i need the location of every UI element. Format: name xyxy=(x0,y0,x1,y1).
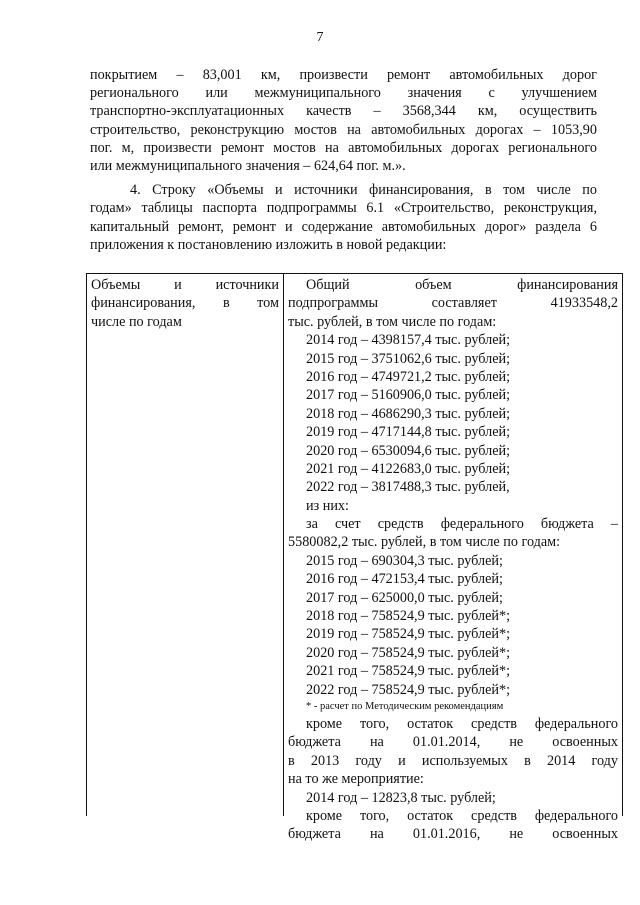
paragraph2-line: годам» таблицы паспорта подпрограммы 6.1 «Строительство, реконструкция, xyxy=(90,200,597,217)
body-text xyxy=(90,66,597,254)
intro-line: подпрограммы составляет 41933548,2 xyxy=(288,295,618,312)
year-total-line: 2015 год – 3751062,6 тыс. рублей; xyxy=(306,350,511,367)
table-row xyxy=(87,274,623,817)
year-federal-line: 2016 год – 472153,4 тыс. рублей; xyxy=(306,571,503,588)
year-total-line: 2020 год – 6530094,6 тыс. рублей; xyxy=(306,442,511,459)
footnote: * - расчет по Методическим рекомендациям xyxy=(306,700,504,712)
paragraph1-line: строительство, реконструкцию мостов на автомобильных дорогах – 1053,90 xyxy=(90,121,597,138)
year-federal-line: 2022 год – 758524,9 тыс. рублей*; xyxy=(306,681,511,698)
remainder2-line: кроме того, остаток средств федерального xyxy=(306,807,618,824)
right-cell xyxy=(284,274,623,843)
remainder1-line: на то же мероприятие: xyxy=(288,771,424,788)
remainder1-line: кроме того, остаток средств федерального xyxy=(306,715,618,732)
remainder2-line: бюджета на 01.01.2016, не освоенных xyxy=(288,826,618,843)
year-total-line: 2021 год – 4122683,0 тыс. рублей; xyxy=(306,460,511,477)
year-total-line: 2022 год – 3817488,3 тыс. рублей, xyxy=(306,479,510,496)
left-cell-line: Объемы и источники xyxy=(91,277,279,293)
paragraph1-line: пог. м, произвести ремонт мостов на автомобильных дорогах регионального xyxy=(90,139,597,156)
year-total-line: 2016 год – 4749721,2 тыс. рублей; xyxy=(306,368,511,385)
paragraph2-line: капитальный ремонт, ремонт и содержание автомобильных дорог» раздела 6 xyxy=(90,218,597,235)
of-which-line: из них: xyxy=(306,497,349,514)
year-federal-line: 2021 год – 758524,9 тыс. рублей*; xyxy=(306,663,511,680)
left-cell-line: финансирования, в том xyxy=(91,295,279,312)
remainder1-year-line: 2014 год – 12823,8 тыс. рублей; xyxy=(306,789,496,806)
page-number: 7 xyxy=(316,30,324,45)
paragraph2-line: 4. Строку «Объемы и источники финансирования, в том числе по xyxy=(130,182,597,199)
year-federal-line: 2017 год – 625000,0 тыс. рублей; xyxy=(306,589,503,606)
year-federal-line: 2018 год – 758524,9 тыс. рублей*; xyxy=(306,608,511,625)
paragraph1-line: регионального или межмуниципального значения с улучшением xyxy=(90,85,597,102)
intro-line: Общий объем финансирования xyxy=(306,277,618,293)
paragraph1-line: или межмуниципального значения – 624,64 пог. м.». xyxy=(90,157,406,174)
remainder1-line: бюджета на 01.01.2014, не освоенных xyxy=(288,734,618,751)
year-total-line: 2014 год – 4398157,4 тыс. рублей; xyxy=(306,332,511,349)
year-total-line: 2019 год – 4717144,8 тыс. рублей; xyxy=(306,424,511,441)
year-federal-line: 2015 год – 690304,3 тыс. рублей; xyxy=(306,552,503,569)
paragraph1-line: транспортно-эксплуатационных качеств – 3568,344 км, осуществить xyxy=(90,103,597,120)
federal-line: за счет средств федерального бюджета – xyxy=(306,516,618,533)
left-cell-line: числе по годам xyxy=(91,313,182,330)
intro-line: тыс. рублей, в том числе по годам: xyxy=(288,313,497,330)
federal-line: 5580082,2 тыс. рублей, в том числе по годам: xyxy=(288,534,561,551)
year-federal-line: 2019 год – 758524,9 тыс. рублей*; xyxy=(306,626,511,643)
year-total-line: 2017 год – 5160906,0 тыс. рублей; xyxy=(306,387,511,404)
left-cell xyxy=(87,274,284,817)
passport-table xyxy=(86,273,623,843)
year-federal-line: 2020 год – 758524,9 тыс. рублей*; xyxy=(306,644,511,661)
paragraph2-line: приложения к постановлению изложить в новой редакции: xyxy=(90,236,447,253)
remainder1-line: в 2013 году и используемых в 2014 году xyxy=(288,752,618,769)
paragraph1-line: покрытием – 83,001 км, произвести ремонт автомобильных дорог xyxy=(90,67,597,83)
year-total-line: 2018 год – 4686290,3 тыс. рублей; xyxy=(306,405,511,422)
